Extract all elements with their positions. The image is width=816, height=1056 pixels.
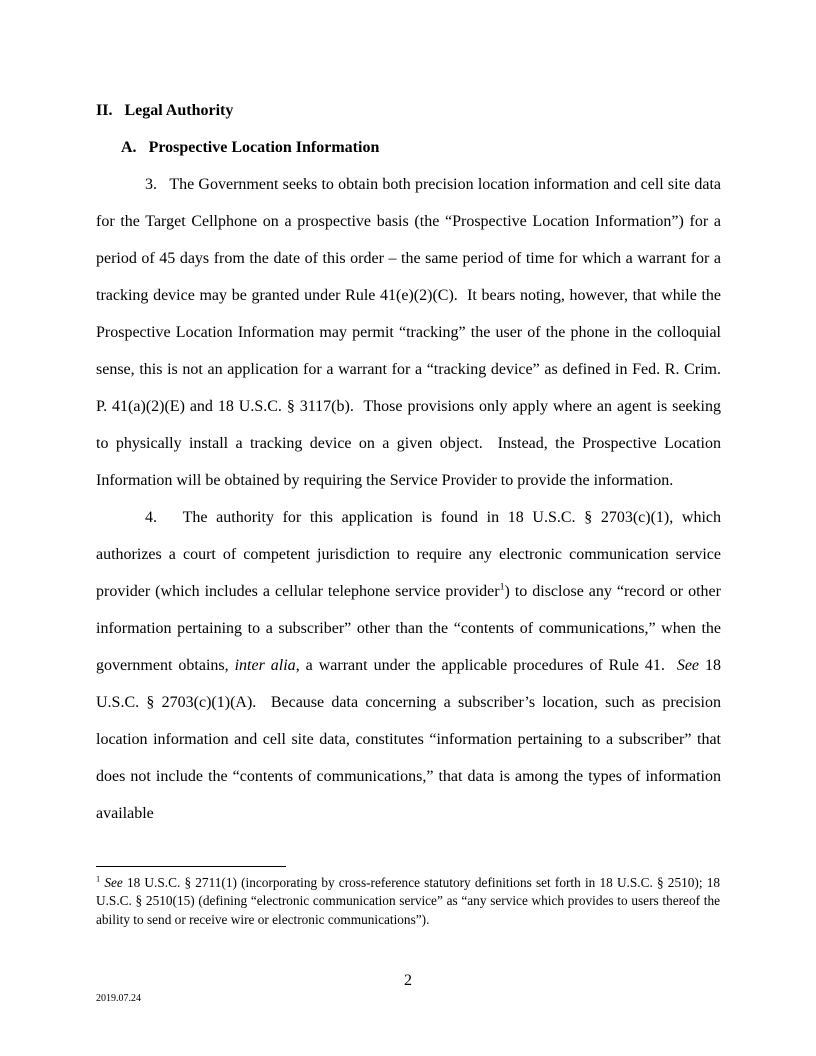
section-number: II. xyxy=(96,102,113,119)
subsection-title: Prospective Location Information xyxy=(148,139,380,156)
text-run: 1 xyxy=(499,581,505,593)
subsection-number: A. xyxy=(121,139,137,156)
paragraph-3 xyxy=(96,166,721,499)
text-run: 18 U.S.C. § 2703(c)(1)(A). Because data concerning a subscriber’s location, such as precision location information and cell site data, constitutes “information pertaining to a subscriber” that does not include the “contents of communications,” that data is among the types of information available xyxy=(96,657,722,822)
footer-date: 2019.07.24 xyxy=(96,993,141,1004)
document-body xyxy=(96,92,721,832)
text-run: , a warrant under the applicable procedures of Rule 41. xyxy=(295,657,677,674)
footnote-area xyxy=(96,866,720,929)
text-run: 1 xyxy=(96,874,101,884)
section-title: Legal Authority xyxy=(124,102,234,119)
section-heading xyxy=(96,92,721,129)
text-run: inter alia xyxy=(234,657,296,674)
page-number: 2 xyxy=(404,972,412,989)
text-run: ) to disclose any “record or other information pertaining to a subscriber” other than the “contents of communications,” when the government obtains, xyxy=(96,583,721,674)
paragraph-4 xyxy=(96,499,721,832)
text-run: See xyxy=(676,657,700,674)
text-run: 18 U.S.C. § 2711(1) (incorporating by cross-reference statutory definitions set forth in 18 U.S.C. § 2510); 18 U.S.C. § 2510(15) (defining “electronic communication service” as “any service which provides to users thereof the ability to send or receive wire or electronic communications”). xyxy=(96,875,720,927)
text-run: See xyxy=(104,875,123,890)
text-run: 3. The Government seeks to obtain both precision location information and cell site data for the Target Cellphone on a prospective basis (the “Prospective Location Information”) for a period of 45 days from the date of this order – the same period of time for which a warrant for a tracking device may be granted under Rule 41(e)(2)(C). It bears noting, however, that while the Prospective Location Information may permit “tracking” the user of the phone in the colloquial sense, this is not an application for a warrant for a “tracking device” as defined in Fed. R. Crim. P. 41(a)(2)(E) and 18 U.S.C. § 3117(b). Those provisions only apply where an agent is seeking to physically install a tracking device on a given object. Instead, the Prospective Location Information will be obtained by requiring the Service Provider to provide the information. xyxy=(96,176,721,489)
subsection-heading xyxy=(96,129,721,166)
footnote-separator xyxy=(96,866,286,867)
text-run: 4. The authority for this application is found in 18 U.S.C. § 2703(c)(1), which authorizes a court of competent jurisdiction to require any electronic communication service provider (which includes a cellular telephone service provider xyxy=(96,509,721,600)
footnote-1 xyxy=(96,874,720,929)
